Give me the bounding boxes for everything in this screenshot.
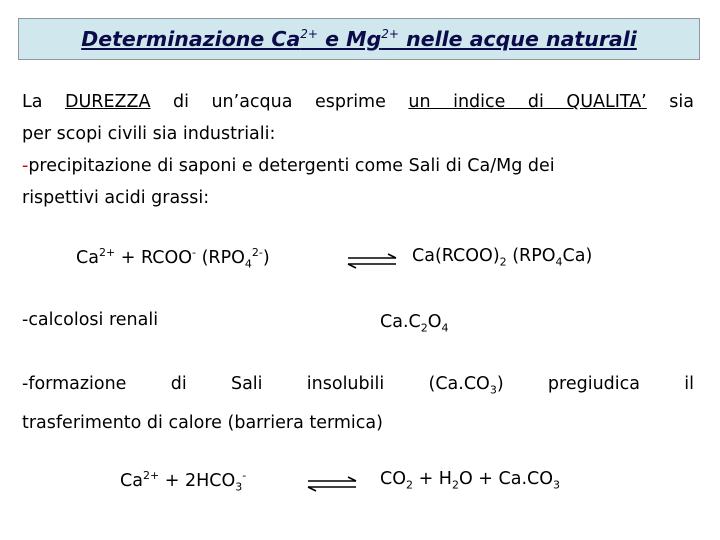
equation-2-products: $CO_2 + H_2O + Ca.CO_3$ — [380, 469, 561, 492]
intro-line-3: -precipitazione di saponi e detergenti come Sali di Ca/Mg dei — [22, 156, 555, 176]
slide-title: Determinazione $Ca^{2+}$ e $Mg^{2+}$ nelle acque naturali — [81, 27, 637, 51]
durezza-term: DUREZZA — [65, 92, 151, 112]
title-bar — [18, 18, 700, 60]
equation-1-reactants: $Ca^{2+}$ + RCOO- $(RPO_4^{2-})$ — [76, 246, 270, 271]
equation-2-reactants: $Ca^{2+} + 2HCO_3^-$ — [120, 469, 247, 494]
equilibrium-arrow-2 — [306, 476, 358, 492]
equilibrium-arrow-1 — [346, 253, 398, 269]
equation-1-products: $Ca(RCOO)_2$ $(RPO_4Ca)$ — [412, 246, 593, 269]
intro-paragraph — [22, 86, 694, 214]
indice-qualita-term: un indice di QUALITA’ — [408, 92, 647, 112]
intro-line-1: La DUREZZA di un’acqua esprime un indice di QUALITA’ sia — [22, 92, 694, 112]
calcium-oxalate-formula: $Ca.C_2O_4$ — [380, 312, 449, 335]
calcolosi-label: -calcolosi renali — [22, 310, 159, 330]
intro-line-2: per scopi civili sia industriali: — [22, 124, 276, 144]
scaling-line-1: -formazione di Sali insolubili $(Ca.CO_3)$ pregiudica il — [22, 374, 694, 397]
intro-line-4: rispettivi acidi grassi: — [22, 188, 210, 208]
scaling-paragraph — [22, 368, 694, 439]
scaling-line-2: trasferimento di calore (barriera termica) — [22, 412, 383, 433]
